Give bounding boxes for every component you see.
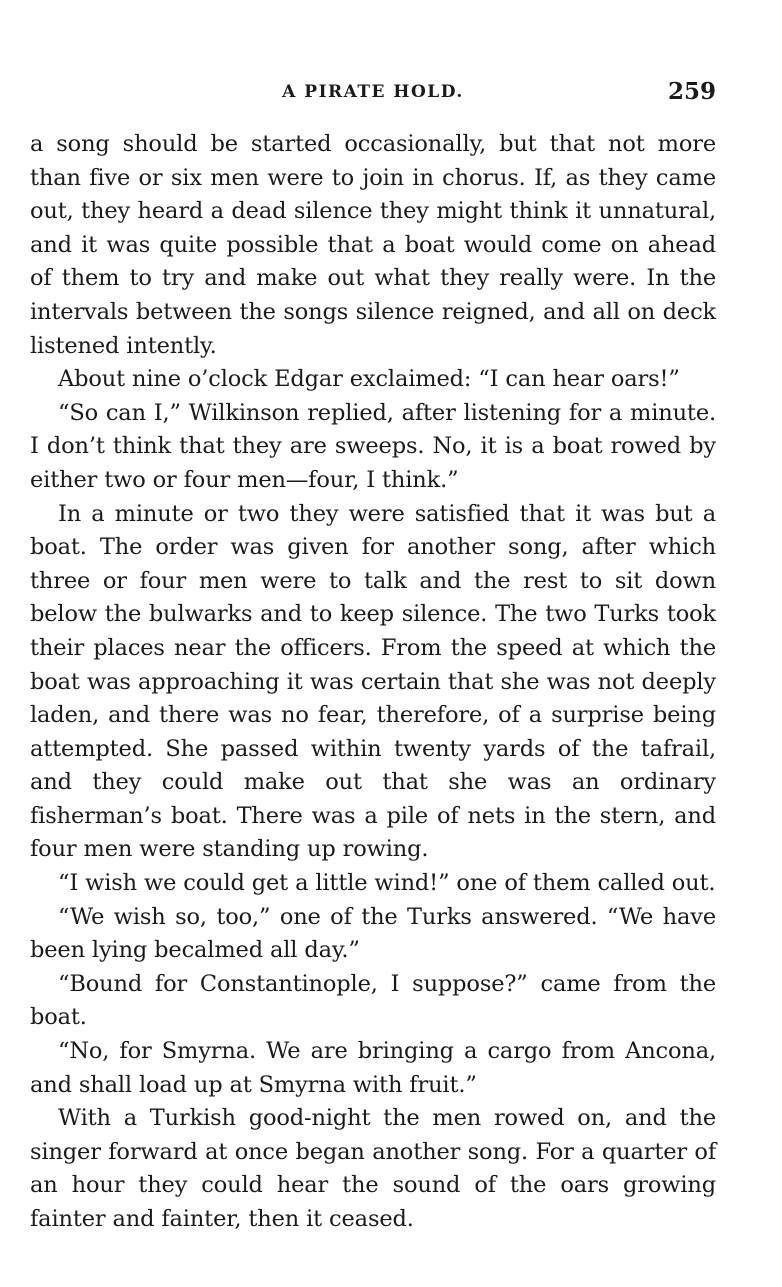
paragraph: a song should be started occasionally, but that not more than five or six men were to join in chorus. If, as they came out, they heard a dead silence they might think it unnatural, and it was quite possible that a boat would come on ahead of them to try and make out what they really were. In the intervals between the songs silence reigned, and all on deck listened intently. <box>30 131 716 359</box>
paragraph: About nine o’clock Edgar exclaimed: “I can hear oars!” <box>58 366 680 393</box>
page-number: 259 <box>667 78 716 105</box>
running-head <box>30 78 716 110</box>
paragraph: “Bound for Constantinople, I suppose?” came from the boat. <box>30 970 716 1031</box>
paragraph: “No, for Smyrna. We are bringing a cargo from Ancona, and shall load up at Smyrna with fruit.” <box>30 1038 716 1098</box>
paragraph: “So can I,” Wilkinson replied, after listening for a minute. I don’t think that they are sweeps. No, it is a boat rowed by either two or four men—four, I think.” <box>30 399 716 493</box>
paragraph: “We wish so, too,” one of the Turks answered. “We have been lying becalmed all day.” <box>30 903 716 964</box>
paragraph: With a Turkish good-night the men rowed on, and the singer forward at once began another song. For a quarter of an hour they could hear the sound of the oars growing fainter and fainter, then it ceased. <box>30 1105 716 1232</box>
paragraph: “I wish we could get a little wind!” one of them called out. <box>58 870 716 897</box>
body-text <box>30 128 716 1237</box>
paragraph: In a minute or two they were satisfied that it was but a boat. The order was given for another song, after which three or four men were to talk and the rest to sit down below the bulwarks and to keep silence. The two Turks took their places near the officers. From the speed at which the boat was approaching it was certain that she was not deeply laden, and there was no fear, therefore, of a surprise being attempted. She passed within twenty yards of the tafrail, and they could make out that she was an ordinary fisherman’s boat. There was a pile of nets in the stern, and four men were standing up rowing. <box>30 500 716 863</box>
running-title: A PIRATE HOLD. <box>282 82 464 102</box>
